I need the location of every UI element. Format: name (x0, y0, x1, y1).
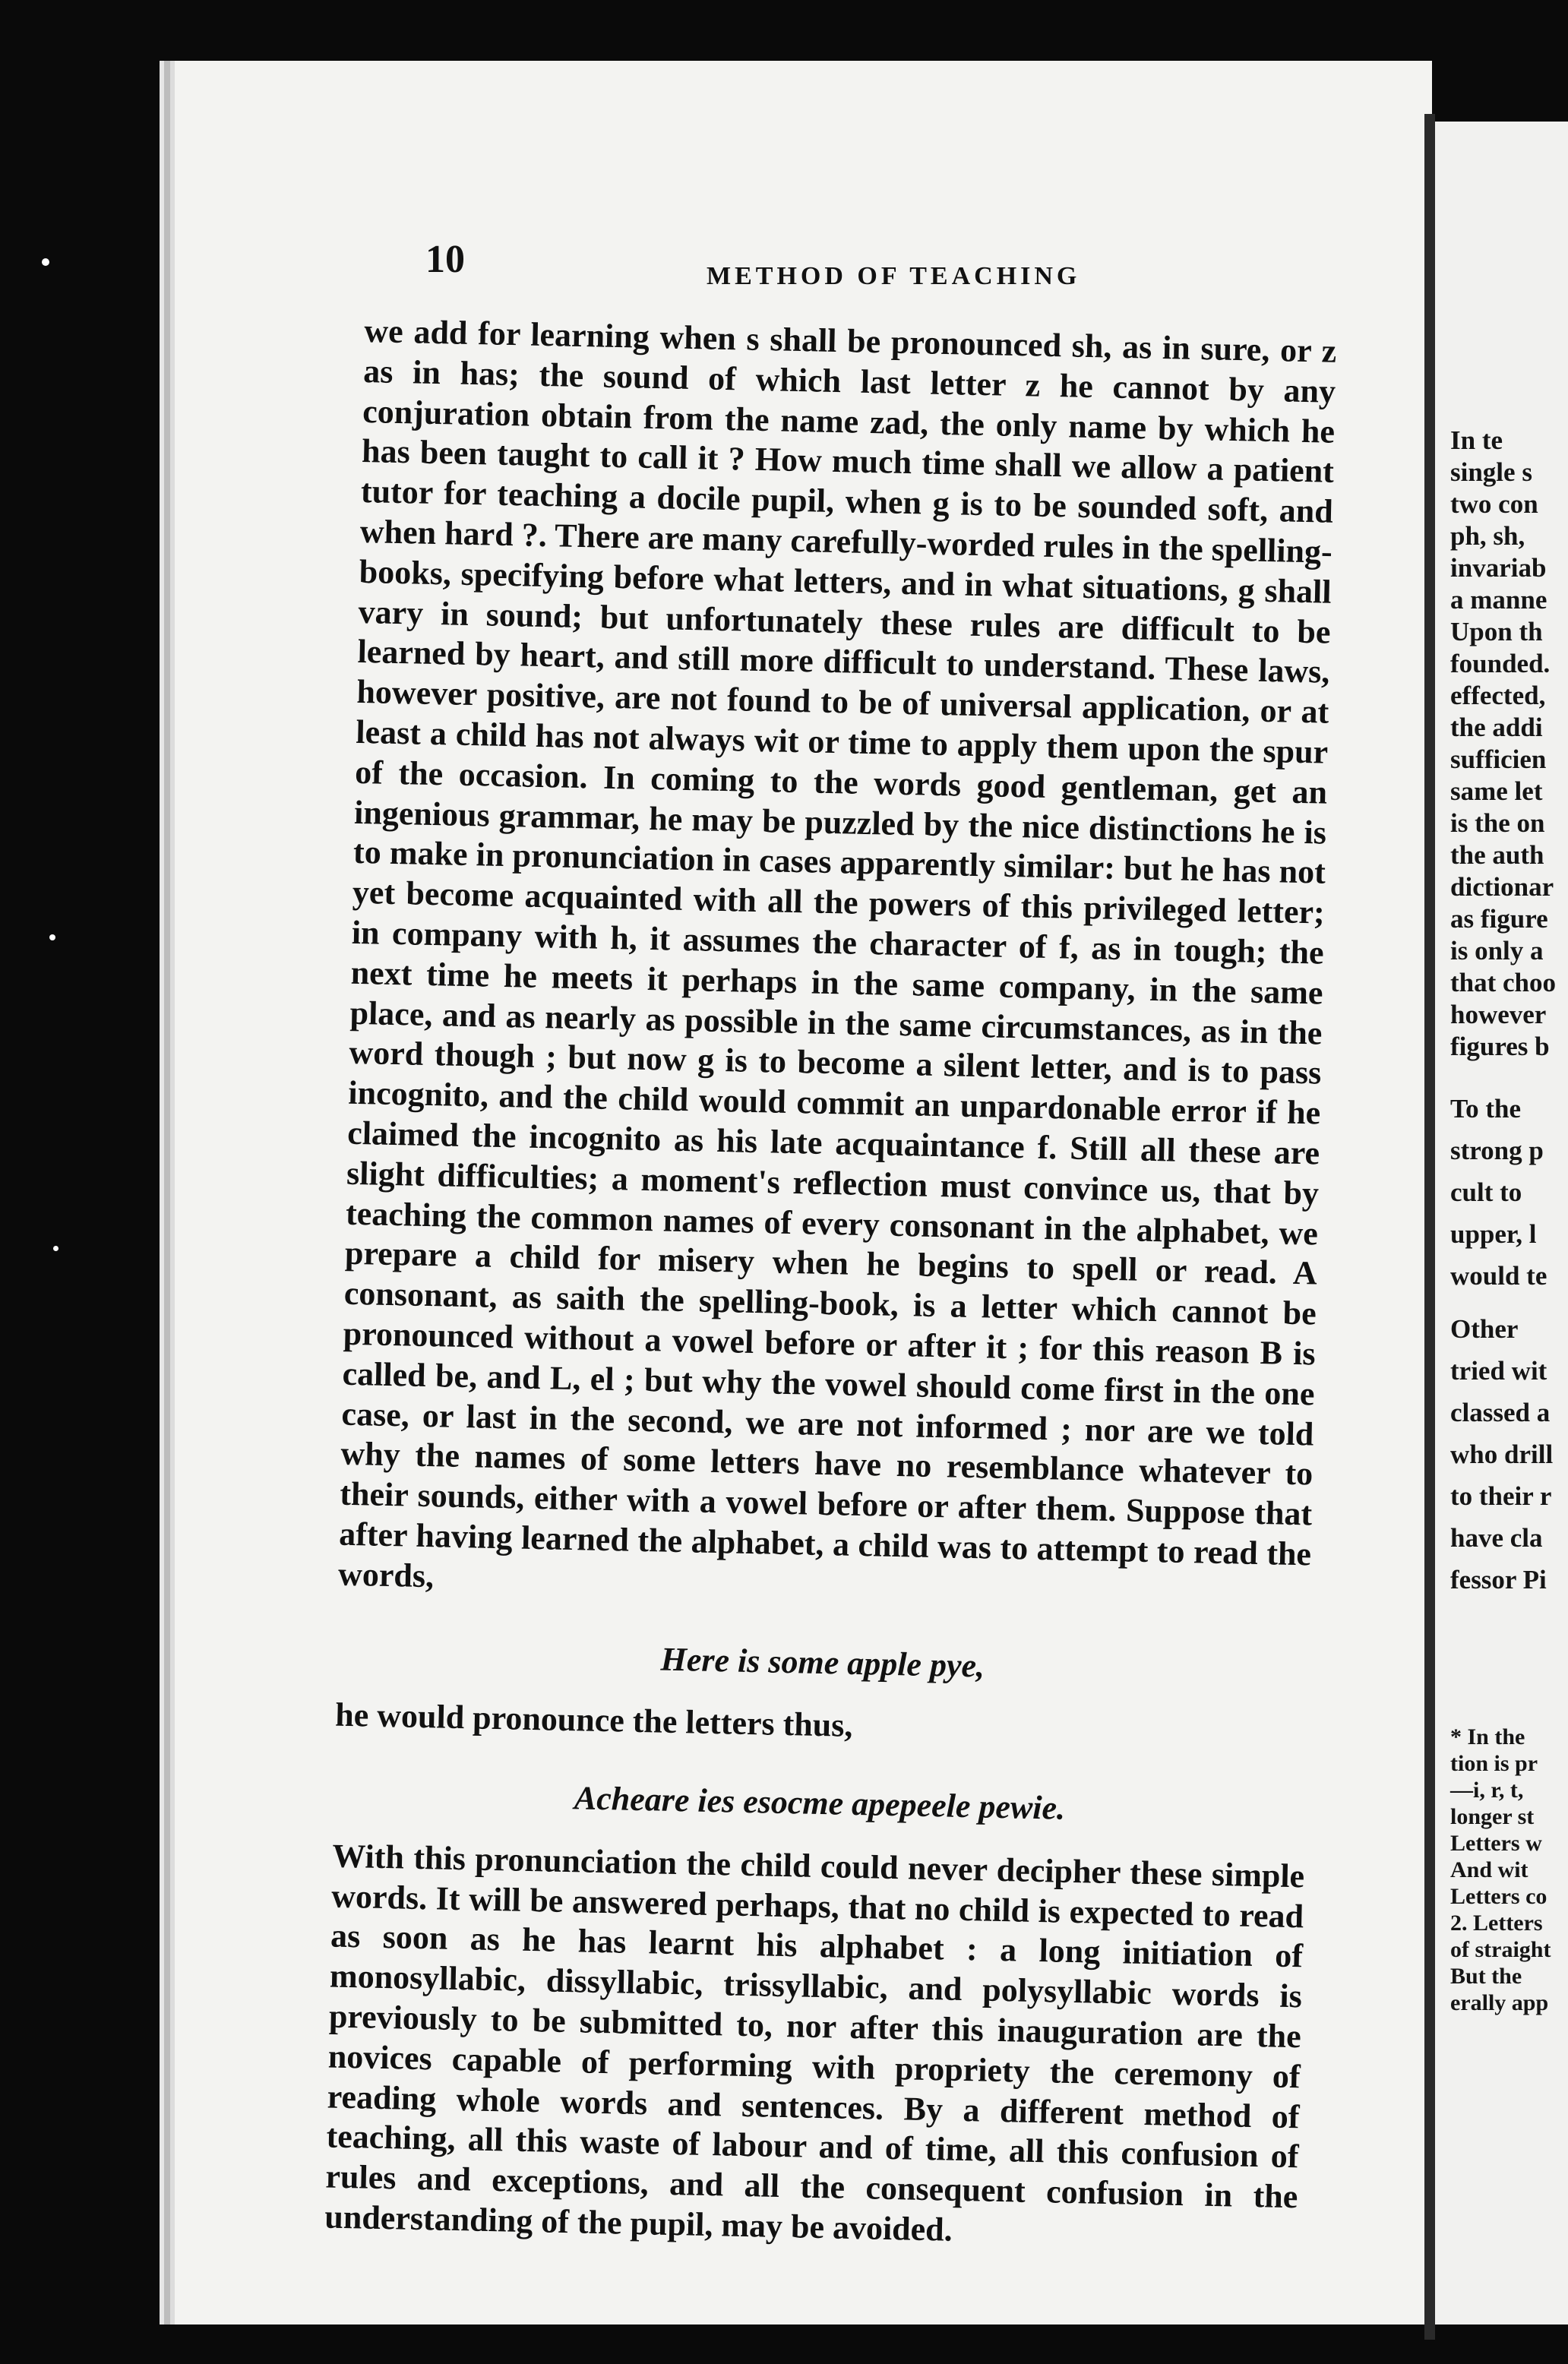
page-number: 10 (425, 238, 465, 281)
right-footnote-line: 2. Letters (1450, 1910, 1543, 1936)
right-page (1435, 122, 1568, 2324)
right-line: strong p (1450, 1136, 1544, 1165)
right-line: To the (1450, 1094, 1522, 1124)
right-line: sufficien (1450, 744, 1547, 774)
right-line: figures b (1450, 1032, 1550, 1061)
right-line: dictionar (1450, 872, 1554, 902)
right-line: Other (1450, 1314, 1519, 1344)
right-line: ph, sh, (1450, 521, 1525, 551)
right-line: have cla (1450, 1523, 1543, 1553)
right-footnote-line: of straight (1450, 1937, 1551, 1962)
right-line: would te (1450, 1261, 1547, 1291)
right-line: the addi (1450, 713, 1543, 742)
right-footnote-line: erally app (1450, 1990, 1549, 2015)
right-line: single s (1450, 457, 1532, 487)
right-line: who drill (1450, 1440, 1554, 1469)
right-line: same let (1450, 776, 1543, 806)
example-sentence: Here is some apple pye, (660, 1640, 985, 1684)
right-footnote-line: Letters w (1450, 1831, 1542, 1856)
book-gutter (1424, 114, 1435, 2340)
page-body (324, 311, 1337, 2258)
right-footnote-line: * In the (1450, 1724, 1525, 1749)
right-line: as figure (1450, 904, 1548, 934)
right-line: that choo (1450, 968, 1557, 997)
right-footnote-line: tion is pr (1450, 1751, 1538, 1776)
right-footnote-line: And wit (1450, 1857, 1528, 1882)
example-pronunciation: Acheare ies esocme apepeele pewie. (574, 1779, 1066, 1827)
right-line: cult to (1450, 1177, 1522, 1207)
right-line: upper, l (1450, 1219, 1537, 1249)
right-line: however (1450, 1000, 1547, 1029)
right-line: classed a (1450, 1398, 1551, 1427)
paragraph-1: we add for learning when s shall be pronounced sh, as in sure, or z as in has; the sound of which last letter z he cannot by any conjuration obtain from the name zad, the only name by which he has been taught to call it ? How much time shall we allow a patient tutor for teaching a docile pupil, when g is to be sounded soft, and when hard ?. There are many carefully-worded rules in the spelling-books, specifying before what letters, and in what situations, g shall vary in sound; but unfortunately these rules are difficult to be learned by heart, and still more difficult to understand. These laws, however positive, are not found to be of universal application, or at least a child has not always wit or time to apply them upon the spur of the occasion. In coming to the words good gentleman, get an ingenious grammar, he may be puzzled by the nice distinctions he is to make in pronunciation in cases apparently similar: but he has not yet become acquainted with all the powers of this privileged letter; in company with h, it assumes the character of f, as in tough; the next time he meets it perhaps in the same company, in the same place, and as nearly as possible in the same circumstances, as in the word though ; but now g is to become a silent letter, and is to pass incognito, and the child would commit an unpardonable error if he claimed the incognito as his late acquaintance f. Still all these are slight difficulties; a moment's reflection must convince us, that by teaching the common names of every consonant in the alphabet, we prepare a child for misery when he begins to spell or read. A consonant, as saith the spelling-book, is a letter which cannot be pronounced without a vowel before or after it ; for this reason B is called be, and L, el ; but why the vowel should come first in the one case, or last in the second, we are not informed ; nor are we told why the names of some letters have no resemblance whatever to their sounds, either with a vowel before or after them. Suppose that after having learned the alphabet, a child was to attempt to read the words, (337, 311, 1337, 1594)
right-line: fessor Pi (1450, 1565, 1547, 1594)
right-line: the auth (1450, 840, 1544, 870)
right-line: to their r (1450, 1481, 1552, 1511)
right-line: is only a (1450, 936, 1544, 966)
right-footnote-line: —i, r, t, (1450, 1778, 1524, 1803)
dust-speck (53, 1246, 58, 1251)
right-footnote-line: Letters co (1450, 1884, 1547, 1909)
right-line: Upon th (1450, 617, 1543, 646)
right-line: a manne (1450, 585, 1547, 615)
right-line: is the on (1450, 808, 1545, 838)
paragraph-2: With this pronunciation the child could never decipher these simple words. It will be answered perhaps, that no child is expected to read as soon as he has learnt his alphabet : a long initiation of monosyllabic, dissyllabic, trissyllabic, and polysyllabic words is previously to be submitted to, nor after this inauguration are the novices capable of performing with propriety the ceremony of reading whole words and sentences. By a different method of teaching, all this waste of labour and of time, all this confusion of rules and exceptions, and all the consequent confusion in the understanding of the pupil, may be avoided. (324, 1837, 1305, 2249)
right-line: founded. (1450, 649, 1551, 678)
right-footnote-line: longer st (1450, 1804, 1535, 1829)
running-head: METHOD OF TEACHING (707, 262, 1081, 290)
dust-speck (42, 258, 49, 266)
transition-line: he would pronounce the letters thus, (334, 1696, 853, 1745)
right-line: effected, (1450, 681, 1546, 710)
right-line: invariab (1450, 553, 1547, 583)
right-line: two con (1450, 489, 1538, 519)
dust-speck (49, 934, 55, 940)
right-footnote-line: But the (1450, 1964, 1522, 1989)
right-line: In te (1450, 425, 1503, 455)
right-line: tried wit (1450, 1356, 1547, 1386)
